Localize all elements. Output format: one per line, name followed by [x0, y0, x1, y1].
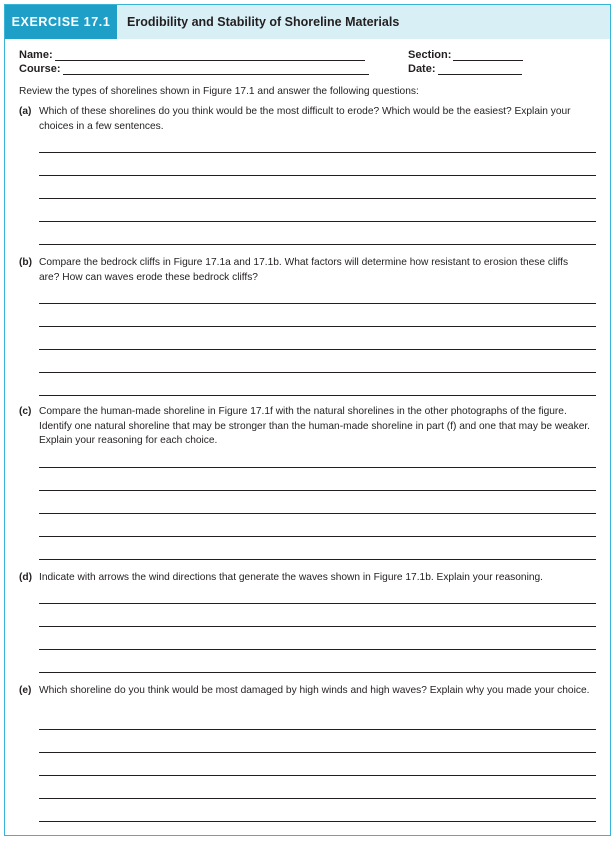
- exercise-tag: EXERCISE 17.1: [5, 5, 117, 39]
- answer-line[interactable]: [39, 349, 596, 350]
- answer-line[interactable]: [39, 395, 596, 396]
- question-text: Which shoreline do you think would be most damaged by high winds and high waves? Explain why you made your choice.: [39, 685, 590, 696]
- question-d: [19, 571, 591, 586]
- answer-line[interactable]: [39, 152, 596, 153]
- answer-line[interactable]: [39, 513, 596, 514]
- answer-line[interactable]: [39, 559, 596, 560]
- name-field[interactable]: [19, 49, 365, 61]
- intro-text: Review the types of shorelines shown in Figure 17.1 and answer the following questions:: [19, 86, 419, 97]
- question-e: [19, 684, 591, 699]
- exercise-title: Erodibility and Stability of Shoreline Materials: [127, 15, 400, 29]
- answer-line[interactable]: [39, 198, 596, 199]
- answer-line[interactable]: [39, 372, 596, 373]
- question-text: Which of these shorelines do you think would be the most difficult to erode? Which would be the easiest? Explain your choices in a few sentences.: [39, 106, 571, 132]
- answer-line[interactable]: [39, 536, 596, 537]
- answer-line[interactable]: [39, 672, 596, 673]
- name-answer-line[interactable]: [55, 50, 365, 61]
- answer-line[interactable]: [39, 775, 596, 776]
- section-label: Section:: [408, 49, 452, 61]
- question-text: Indicate with arrows the wind directions that generate the waves shown in Figure 17.1b. Explain your reasoning.: [39, 572, 543, 583]
- answer-line[interactable]: [39, 798, 596, 799]
- question-b: [19, 256, 591, 285]
- question-letter: (c): [19, 406, 32, 417]
- answer-line[interactable]: [39, 603, 596, 604]
- exercise-sheet: [4, 4, 611, 836]
- answer-line[interactable]: [39, 175, 596, 176]
- name-label: Name:: [19, 49, 53, 61]
- answer-line[interactable]: [39, 752, 596, 753]
- date-answer-line[interactable]: [438, 64, 522, 75]
- answer-line[interactable]: [39, 821, 596, 822]
- answer-line[interactable]: [39, 626, 596, 627]
- answer-line[interactable]: [39, 649, 596, 650]
- answer-line[interactable]: [39, 303, 596, 304]
- date-field[interactable]: [408, 63, 522, 75]
- question-letter: (e): [19, 685, 32, 696]
- question-text: Compare the human-made shoreline in Figure 17.1f with the natural shorelines in the other photographs of the figure. Identify one natural shoreline that may be stronger than the human-made shoreline in part (f) and one that may be weaker. Explain your reasoning for each choice.: [39, 406, 591, 446]
- question-letter: (a): [19, 106, 32, 117]
- question-letter: (b): [19, 257, 33, 268]
- question-letter: (d): [19, 572, 33, 583]
- question-a: [19, 105, 591, 134]
- section-field[interactable]: [408, 49, 523, 61]
- course-label: Course:: [19, 63, 61, 75]
- answer-line[interactable]: [39, 221, 596, 222]
- answer-line[interactable]: [39, 490, 596, 491]
- question-text: Compare the bedrock cliffs in Figure 17.1a and 17.1b. What factors will determine how resistant to erosion these cliffs are? How can waves erode these bedrock cliffs?: [39, 257, 569, 283]
- exercise-header: [5, 5, 610, 39]
- answer-line[interactable]: [39, 326, 596, 327]
- answer-line[interactable]: [39, 244, 596, 245]
- date-label: Date:: [408, 63, 436, 75]
- course-answer-line[interactable]: [63, 64, 369, 75]
- question-c: [19, 405, 591, 449]
- answer-line[interactable]: [39, 729, 596, 730]
- course-field[interactable]: [19, 63, 369, 75]
- section-answer-line[interactable]: [453, 50, 523, 61]
- answer-line[interactable]: [39, 467, 596, 468]
